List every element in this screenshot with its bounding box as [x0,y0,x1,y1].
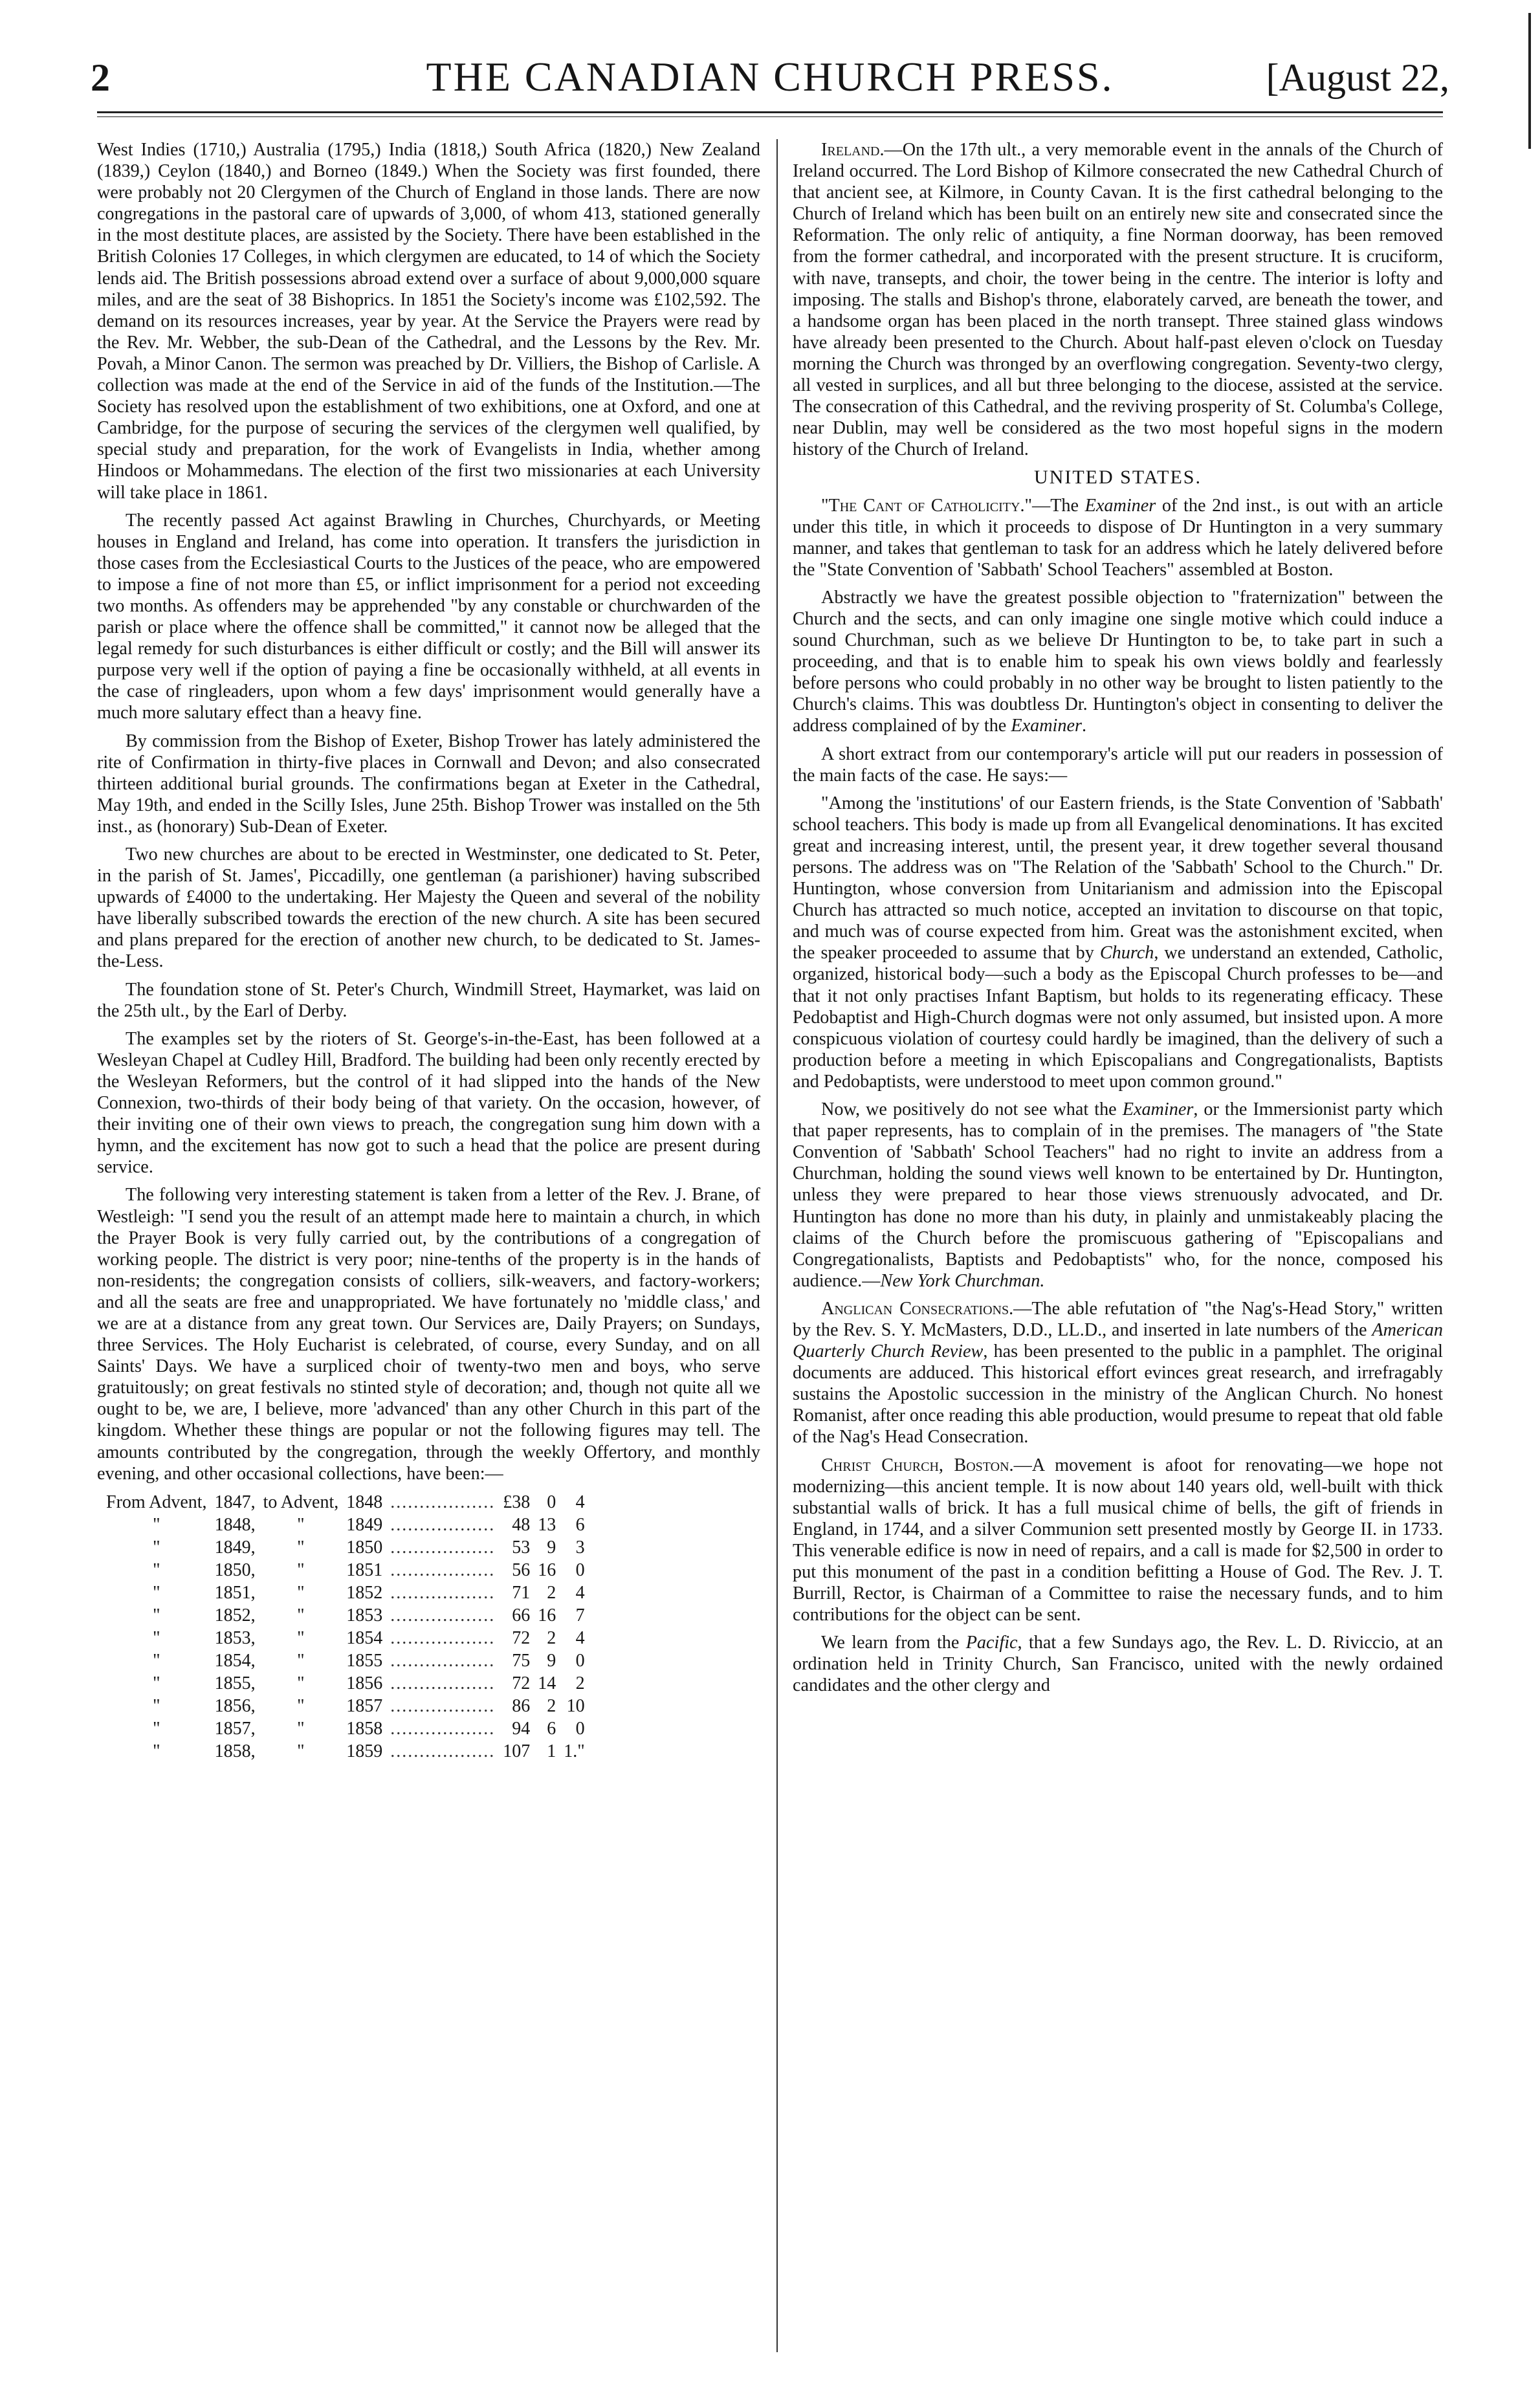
paper-name: American Quarterly Church Review [793,1319,1443,1362]
table-cell-pounds: 53 [512,1537,531,1558]
table-cell-leader: .................. [390,1492,496,1512]
table-cell-pence: 4 [575,1627,585,1648]
pacific-text: We learn from the [821,1633,966,1653]
table-cell-leader: .................. [390,1537,496,1558]
paper-name: Examiner [1011,716,1082,736]
table-cell-leader: .................. [390,1605,496,1625]
table-cell-pence: 0 [575,1559,585,1580]
article-ireland [793,139,1443,460]
table-cell-leader: .................. [390,1514,496,1535]
lead-christ-church: Christ Church, Boston. [821,1455,1014,1475]
article-cant-of-catholicity [793,495,1443,580]
table-cell-year-to: 1848 [346,1492,383,1512]
table-cell-from: " [153,1695,160,1716]
lead-anglican: Anglican Consecrations. [821,1298,1014,1319]
cant-text-pre: —The [1032,495,1085,516]
table-cell-to: " [297,1695,305,1716]
table-cell-shillings: 16 [538,1605,556,1625]
anglican-text-end: , has been presented to the public in a pamphlet. The original documents are adduced. This historical effort evinces great research, and irrefragably sustains the Apostolic succession in the ministry of the Anglican Church. No honest Romanist, after once reading this able production, would presume to repeat that old fable of the Nag's Head Consecration. [793,1341,1443,1448]
table-cell-shillings: 14 [538,1673,556,1693]
table-cell-year-to: 1858 [346,1718,383,1739]
page-number: 2 [91,56,110,99]
cant-text: of the 2nd inst., is out with an article under this title, in which it proceeds to dispose of Dr Huntington in a very summary manner, and takes that gentleman to task for an address which he lately delivered before the "State Convention of 'Sabbath' School Teachers" assembled at Boston. [793,495,1444,580]
article-anglican-consecrations [793,1298,1443,1448]
table-cell-pence: 7 [575,1605,585,1625]
table-cell-year-to: 1854 [346,1627,383,1648]
header-rule [97,111,1443,113]
table-cell-leader: .................. [390,1718,496,1739]
table-cell-year-from: 1856, [214,1695,256,1716]
table-cell-pence: 10 [566,1695,585,1716]
table-cell-to: to Advent, [263,1492,339,1512]
table-cell-shillings: 13 [538,1514,556,1535]
section-heading-united-states: UNITED STATES. [1034,467,1202,489]
table-cell-shillings: 6 [547,1718,556,1739]
table-cell-year-from: 1850, [214,1559,256,1580]
abstractly-text: Abstractly we have the greatest possible objection to "fraternization" between the Church and the sects, and can only imagine one single motive which could induce a sound Churchman, such as we believe Dr Huntington to be, to take part in such a proceeding, and that is to enable him to speak his own views boldly and fearlessly before persons who could probably in no other way be brought to listen patiently to the Church's claims. This was doubtless Dr. Huntington's object in consenting to deliver the address complained of by the [793,587,1443,736]
article-pacific [793,1632,1443,1696]
table-cell-leader: .................. [390,1559,496,1580]
table-cell-to: " [297,1559,305,1580]
table-cell-to: " [297,1650,305,1671]
table-row [102,1649,589,1672]
table-cell-year-to: 1852 [346,1582,383,1603]
table-cell-year-to: 1856 [346,1673,383,1693]
article-rioters: The examples set by the rioters of St. George's-in-the-East, has been followed at a Wesleyan Chapel at Cudley Hill, Bradford. The building had been only recently erected by the Wesleyan Reformers, but the control of it had slipped into the hands of the New Connexion, two-thirds of their body being of that variety. On the occasion, however, of their inviting one of their own views to preach, the congregation sung him down with a hymn, and the excitement has now got to such a head that the police are present during service. [97,1028,760,1178]
table-cell-shillings: 9 [547,1537,556,1558]
table-row [102,1559,589,1581]
table-cell-leader: .................. [390,1582,496,1603]
table-cell-pounds: 56 [512,1559,531,1580]
article-short-extract: A short extract from our contemporary's article will put our readers in possession of the main facts of the case. He says:— [793,744,1443,786]
source-credit: New York Churchman. [880,1270,1045,1291]
table-cell-pounds: 86 [512,1695,531,1716]
table-cell-to: " [297,1741,305,1761]
table-row [102,1514,589,1536]
ireland-text: —On the 17th ult., a very memorable event in the annals of the Church of Ireland occurred. The Lord Bishop of Kilmore consecrated the new Cathedral Church of that ancient see, at Kilmore, in County Cavan. It is the first cathedral belonging to the Church of Ireland which has been built on an entirely new site and consecrated since the Reformation. The only relic of antiquity, a fine Norman doorway, has been removed from the former cathedral, and incorporated with the present structure. It is cruciform, with nave, transepts, and choir, the tower being in the centre. The interior is lofty and imposing. The stalls and Bishop's throne, elaborately carved, are beneath the tower, and a handsome organ has been placed in the north transept. Three stained glass windows have already been presented to the Church. About half-past eleven o'clock on Tuesday morning the Church was thronged by an overflowing congregation. Seventy-two clergy, all vested in surplices, and all but three belonging to the diocese, assisted at the service. The consecration of this Cathedral, and the reviving prosperity of St. Columba's College, near Dublin, may well be considered as the two most hopeful signs in the modern history of the Church of Ireland. [793,140,1443,460]
table-cell-from: " [153,1605,160,1625]
anglican-text: —The able refutation of "the Nag's-Head Story," written by the Rev. S. Y. McMasters, D.D., LL.D., and inserted in late numbers of the [793,1298,1444,1340]
table-cell-pence: 4 [575,1582,585,1603]
table-cell-pence: 2 [575,1673,585,1693]
table-cell-pounds: 72 [512,1673,531,1693]
table-cell-pounds: £38 [503,1492,531,1512]
abstractly-end: . [1081,716,1087,736]
table-cell-year-from: 1851, [214,1582,256,1603]
table-row [102,1604,589,1627]
article-westleigh-letter: The following very interesting statement is taken from a letter of the Rev. J. Brane, of Westleigh: "I send you the result of an attempt made here to maintain a church, in which the Prayer Book is very fully carried out, by the contributions of a congregation of working people. The district is very poor; nine-tenths of the property is in the hands of non-residents; the congregation consists of colliers, silk-weavers, and factory-workers; and all the seats are free and unappropriated. We have fortunately no 'middle class,' and we are at a distance from any great town. Our Services are, Daily Prayers; on Sundays, three Services. The Holy Eucharist is celebrated, of course, every Sunday, and on all Saints' Days. We have a surpliced choir of twenty-two men and boys, who serve gratuitously; on great festivals no stinted style of decoration; and, though not quite all we ought to be, we are, I believe, more 'advanced' than any other Church in this part of the kingdom. Whether these things are popular or not the following figures may tell. The amounts contributed by the congregation, through the weekly Offertory, and monthly evening, and other occasional collections, have been:— [97,1185,760,1484]
table-row [102,1627,589,1649]
table-row [102,1536,589,1559]
table-cell-from: " [153,1741,160,1761]
table-cell-year-from: 1855, [214,1673,256,1693]
edge-mark [1528,13,1531,149]
table-row [102,1581,589,1604]
table-cell-leader: .................. [390,1627,496,1648]
table-cell-from: " [153,1673,160,1693]
table-cell-year-from: 1852, [214,1605,256,1625]
table-cell-to: " [297,1627,305,1648]
table-row [102,1672,589,1695]
table-cell-from: " [153,1537,160,1558]
now-text: Now, we positively do not see what the [821,1099,1123,1120]
table-cell-year-to: 1855 [346,1650,383,1671]
article-confirmation: By commission from the Bishop of Exeter, Bishop Trower has lately administered the rite of Confirmation in thirty-five places in Cornwall and Devon; and also consecrated thirteen additional burial grounds. The confirmations began at Exeter in the Cathedral, May 19th, and ended in the Scilly Isles, June 25th. Bishop Trower was installed on the 5th inst., as (honorary) Sub-Dean of Exeter. [97,731,760,837]
table-cell-shillings: 0 [547,1492,556,1512]
table-cell-shillings: 2 [547,1627,556,1648]
christ-church-text: —A movement is afoot for renovating—we hope not modernizing—this ancient temple. It is now about 140 years old, well-built with thick substantial walls of brick. It has a full musical chime of bells, the gift of friends in England, in 1744, and a silver Communion sett presented mostly by George II. in 1733. This venerable edifice is now in need of repairs, and a call is made for $2,500 in order to put this monument of the past in a condition befitting a House of God. The Rev. J. T. Burrill, Rector, is Chairman of a Committee to raise the necessary funds, and to him contributions for the object can be sent. [793,1455,1443,1625]
table-cell-pence: 0 [575,1650,585,1671]
table-cell-shillings: 2 [547,1695,556,1716]
table-cell-year-from: 1857, [214,1718,256,1739]
table-cell-pounds: 107 [503,1741,531,1761]
table-cell-to: " [297,1673,305,1693]
table-cell-year-from: 1858, [214,1741,256,1761]
quote-emphasis: Church [1099,943,1154,964]
article-society: West Indies (1710,) Australia (1795,) India (1818,) South Africa (1820,) New Zealand (1839,) Ceylon (1840,) and Borneo (1849.) When the Society was first founded, there were probably not 20 Clergymen of the Church of England in those lands. There are now congregations in the pastoral care of upwards of 3,000, of whom 413, stationed generally in the most destitute places, are assisted by the Society. There have been established in the British Colonies 17 Colleges, in which clergymen are educated, to 14 of which the Society lends aid. The British possessions abroad extend over a surface of about 9,000,000 square miles, and are the seat of 38 Bishoprics. In 1851 the Society's income was £102,592. The demand on its resources increases, year by year. At the Service the Prayers were read by the Rev. Mr. Webber, the sub-Dean of the Cathedral, and the Lessons by the Rev. Mr. Povah, a Minor Canon. The sermon was preached by Dr. Villiers, the Bishop of Carlisle. A collection was made at the end of the Service in aid of the funds of the Institution.—The Society has resolved upon the establishment of two exhibitions, one at Oxford, and one at Cambridge, for the purpose of securing the services of the clergymen well qualified, by special study and preparation, for the work of Evangelists in India, whether among Hindoos or Mohammedans. The election of the first two missionaries at each University will take place in 1861. [97,140,760,503]
table-cell-shillings: 2 [547,1582,556,1603]
table-cell-from: From Advent, [106,1492,207,1512]
table-cell-leader: .................. [390,1673,496,1693]
lead-ireland: Ireland. [821,140,885,160]
left-column [97,139,760,1763]
table-cell-to: " [297,1514,305,1535]
table-cell-year-from: 1848, [214,1514,256,1535]
table-cell-from: " [153,1718,160,1739]
table-cell-leader: .................. [390,1695,496,1716]
table-row [102,1491,589,1514]
article-christ-church-boston [793,1455,1443,1626]
paper-name: Examiner [1084,495,1156,516]
table-cell-pence: 6 [575,1514,585,1535]
table-cell-year-from: 1854, [214,1650,256,1671]
quote-text: "Among the 'institutions' of our Eastern friends, is the State Convention of 'Sabbath' school teachers. This body is made up from all Evangelical denominations. It has excited great and increasing interest, until, the present year, it drew together several thousand persons. The address was on "The Relation of the 'Sabbath' School to the Church." Dr. Huntington, whose conversion from Unitarianism and admission into the Episcopal Church has attracted so much notice, accepted an invitation to discourse on that topic, and much was of course expected from him. Great was the astonishment excited, when the speaker proceeded to assume that by [793,793,1443,964]
table-cell-year-from: 1853, [214,1627,256,1648]
table-cell-pence: 1." [564,1741,585,1761]
table-cell-year-to: 1850 [346,1537,383,1558]
masthead-title: THE CANADIAN CHURCH PRESS. [426,54,1114,100]
paper-name: Pacific [965,1633,1018,1653]
issue-date: [August 22, [1266,56,1449,99]
table-cell-pounds: 66 [512,1605,531,1625]
right-column [793,139,1443,1703]
table-cell-leader: .................. [390,1650,496,1671]
table-cell-year-to: 1849 [346,1514,383,1535]
table-cell-from: " [153,1582,160,1603]
page-header [91,50,1449,109]
table-cell-pounds: 94 [512,1718,531,1739]
table-cell-pounds: 75 [512,1650,531,1671]
table-cell-shillings: 16 [538,1559,556,1580]
column-divider [776,139,778,2352]
table-cell-to: " [297,1537,305,1558]
table-cell-year-from: 1847, [214,1492,256,1512]
lead-cant: "The Cant of Catholicity." [821,495,1033,516]
table-row [102,1695,589,1717]
table-cell-year-to: 1859 [346,1741,383,1761]
table-cell-pence: 4 [575,1492,585,1512]
pacific-text-end: , that a few Sundays ago, the Rev. L. D. Riviccio, at an ordination held in Trinity Church, San Francisco, united with the newly ordained candidates and the other clergy and [793,1633,1443,1696]
article-abstractly [793,587,1443,737]
table-cell-shillings: 9 [547,1650,556,1671]
table-cell-pence: 3 [575,1537,585,1558]
table-cell-leader: .................. [390,1741,496,1761]
article-now-we-positively [793,1099,1443,1292]
table-cell-from: " [153,1514,160,1535]
table-cell-pounds: 48 [512,1514,531,1535]
table-cell-to: " [297,1718,305,1739]
table-cell-from: " [153,1627,160,1648]
table-cell-shillings: 1 [547,1741,556,1761]
table-cell-year-to: 1853 [346,1605,383,1625]
table-row [102,1717,589,1740]
table-cell-pounds: 71 [512,1582,531,1603]
table-cell-pounds: 72 [512,1627,531,1648]
table-cell-from: " [153,1559,160,1580]
article-quoted-extract [793,793,1443,1092]
table-cell-to: " [297,1605,305,1625]
quote-text-end: , we understand an extended, Catholic, organized, historical body—such a body as the Episcopal Church professes to be—and that it not only practises Infant Baptism, but holds to its regenerating efficacy. These Pedobaptist and High-Church dogmas were not only assumed, but insisted upon. A more conspicuous violation of courtesy could hardly be imagined, than the delivery of such a production before a meeting in which Episcopalians and Congregationalists, Baptists and Pedobaptists, were understood to meet upon common ground." [793,943,1443,1092]
header-rule-thin [97,116,1443,117]
table-row [102,1740,589,1763]
table-cell-year-to: 1851 [346,1559,383,1580]
table-cell-to: " [297,1582,305,1603]
article-new-churches: Two new churches are about to be erected in Westminster, one dedicated to St. Peter, in the parish of St. James', Piccadilly, one gentleman (a parishioner) having subscribed upwards of £4000 to the undertaking. Her Majesty the Queen and several of the nobility have liberally subscribed towards the erection of the new church. A site has been secured and plans prepared for the erection of another new church, to be dedicated to St. James-the-Less. [97,844,760,972]
table-cell-year-to: 1857 [346,1695,383,1716]
offertory-table [102,1491,589,1763]
table-cell-pence: 0 [575,1718,585,1739]
article-foundation-stone: The foundation stone of St. Peter's Church, Windmill Street, Haymarket, was laid on the 25th ult., by the Earl of Derby. [97,979,760,1021]
table-cell-from: " [153,1650,160,1671]
table-cell-year-from: 1849, [214,1537,256,1558]
now-text-body: , or the Immersionist party which that paper represents, has to complain of in the premises. The managers of "the State Convention of 'Sabbath' School Teachers" had no right to invite an address from a Churchman, holding the sound views well known to be entertained by Dr. Huntington, unless they were prepared to hear those views strenuously advocated, and Dr. Huntington has done no more than his duty, in plainly and unmistakeably placing the claims of the Church before the promiscuous gathering of "Episcopalians and Congregationalists, Baptists and Pedobaptists" who, for the nonce, composed his audience.— [793,1099,1443,1291]
paper-name: Examiner [1122,1099,1194,1120]
article-brawling-act: The recently passed Act against Brawling in Churches, Churchyards, or Meeting houses in England and Ireland, has come into operation. It transfers the jurisdiction in those cases from the Ecclesiastical Courts to the Justices of the peace, who are empowered to impose a fine of not more than £5, or inflict imprisonment for a period not exceeding two months. As offenders may be apprehended "by any constable or churchwarden of the parish or place where the offence shall be committed," it cannot now be alleged that the legal remedy for such disturbances is either difficult or costly; and the Bill will answer its purpose very well if the option of paying a fine be occasionally withheld, at all events in the case of ringleaders, upon whom a few days' imprisonment would generally have a much more salutary effect than a heavy fine. [97,510,760,723]
